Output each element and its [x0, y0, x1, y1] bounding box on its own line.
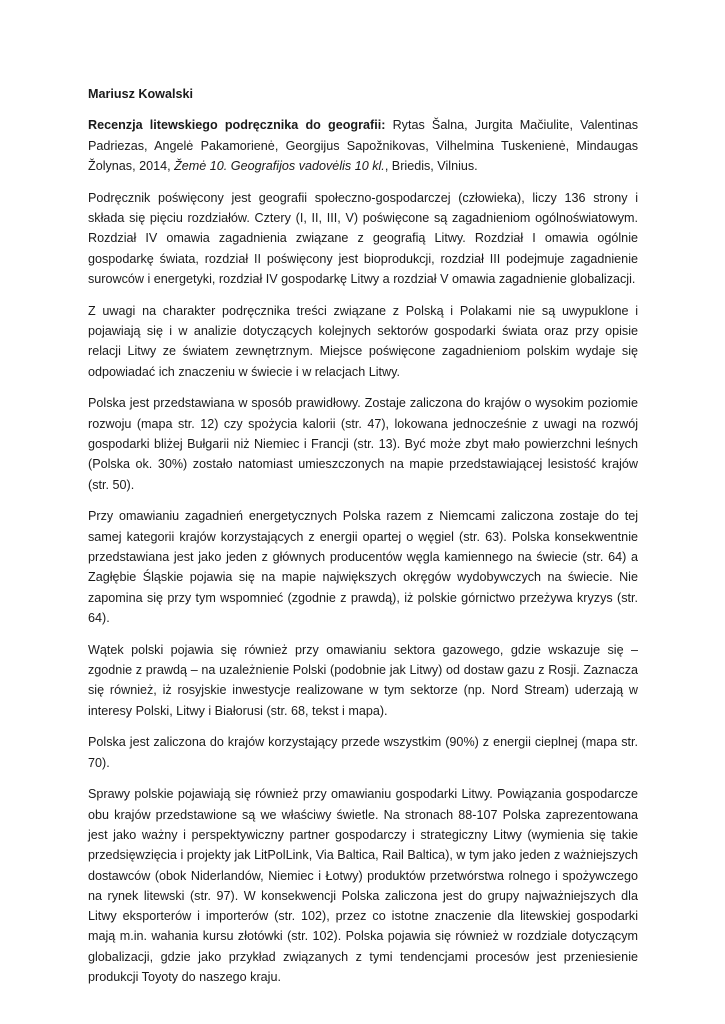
paragraph: Sprawy polskie pojawiają się również przy omawianiu gospodarki Litwy. Powiązania gospodarcze obu krajów przedstawione są we właściwy świetle. Na stronach 88-107 Polska zaprezentowana jest jako ważny i perspektywiczny partner gospodarczy i strategiczny Litwy (wymienia się takie przedsięwzięcia i projekty jak LitPolLink, Via Baltica, Rail Baltica), w tym jako jeden z ważniejszych dostawców (obok Niderlandów, Niemiec i Łotwy) produktów przetwórstwa rolnego i spożywczego na rynek litewski (str. 97). W konsekwencji Polska zaliczona jest do grupy najważniejszych dla Litwy eksporterów i importerów (str. 102), przez co istotne znaczenie dla litewskiej gospodarki mają m.in. wahania kursu złotówki (str. 102). Polska pojawia się również w rozdziale dotyczącym globalizacji, gdzie jako przykład związanych z tymi tendencjami procesów jest przeniesienie produkcji Toyoty do naszego kraju. — [88, 787, 638, 985]
book-authors: Rytas Šalna, Jurgita Mačiulite, Valentinas Padriezas, Angelė Pakamorienė, Georgijus Sapožnikovas, Vilhelmina Tuskenienė, Mindaugas Žolynas, 2014, — [88, 118, 639, 173]
paragraph: Wątek polski pojawia się również przy omawianiu sektora gazowego, gdzie wskazuje się – zgodnie z prawdą – na uzależnienie Polski (podobnie jak Litwy) od dostaw gazu z Rosji. Zaznacza się również, iż rosyjskie inwestycje realizowane w tym sektorze (np. Nord Stream) uderzają w interesy Polski, Litwy i Białorusi (str. 68, tekst i mapa). — [88, 642, 638, 718]
paragraph: Podręcznik poświęcony jest geografii społeczno-gospodarczej (człowieka), liczy 136 strony i składa się pięciu rozdziałów. Cztery (I, II, III, V) poświęcone są zagadnieniom ogólnoświatowym. Rozdział IV omawia zagadnienia związane z geografią Litwy. Rozdział I omawia ogólnie gospodarkę świata, rozdział II poświęcony jest bioprodukcji, rozdział III podejmuje zagadnienie surowców i energetyki, rozdział IV gospodarkę Litwy a rozdział V omawia zagadnienie globalizacji. — [88, 190, 638, 286]
author-name: Mariusz Kowalski — [88, 87, 193, 101]
paragraph: Polska jest przedstawiana w sposób prawidłowy. Zostaje zaliczona do krajów o wysokim poziomie rozwoju (mapa str. 12) czy spożycia kalorii (str. 47), lokowana jednocześnie z uwagi na rozwój gospodarki bliżej Bułgarii niż Niemiec i Francji (str. 13). Być może zbyt mało powierzchni leśnych (Polska ok. 30%) zostało natomiast umieszczonych na mapie przedstawiającej lesistość krajów (str. 50). — [88, 396, 638, 492]
review-reference — [88, 115, 638, 176]
paragraph: Polska jest zaliczona do krajów korzystający przede wszystkim (90%) z energii cieplnej (mapa str. 70). — [88, 735, 638, 770]
document-page — [88, 84, 638, 999]
book-title: Žemė 10. Geografijos vadovėlis 10 kl. — [174, 158, 385, 173]
review-title: Recenzja litewskiego podręcznika do geografii: — [88, 118, 386, 133]
paragraph: Przy omawianiu zagadnień energetycznych Polska razem z Niemcami zaliczona zostaje do tej samej kategorii krajów korzystających z energii opartej o węgiel (str. 63). Polska konsekwentnie przedstawiana jest jako jeden z głównych producentów węgla kamiennego na świecie (str. 64) a Zagłębie Śląskie pojawia się na mapie największych okręgów wydobywczych na świecie. Nie zapomina się przy tym wspomnieć (zgodnie z prawdą), iż polskie górnictwo przeżywa kryzys (str. 64). — [88, 509, 638, 625]
paragraph: Z uwagi na charakter podręcznika treści związane z Polską i Polakami nie są uwypuklone i pojawiają się i w analizie dotyczących kolejnych sektorów gospodarki świata oraz przy opisie relacji Litwy ze światem zewnętrznym. Miejsce poświęcone zagadnieniom polskim wydaje się odpowiadać ich znaczeniu w świecie i w relacjach Litwy. — [88, 303, 638, 379]
book-publisher: , Briedis, Vilnius. — [384, 158, 478, 173]
